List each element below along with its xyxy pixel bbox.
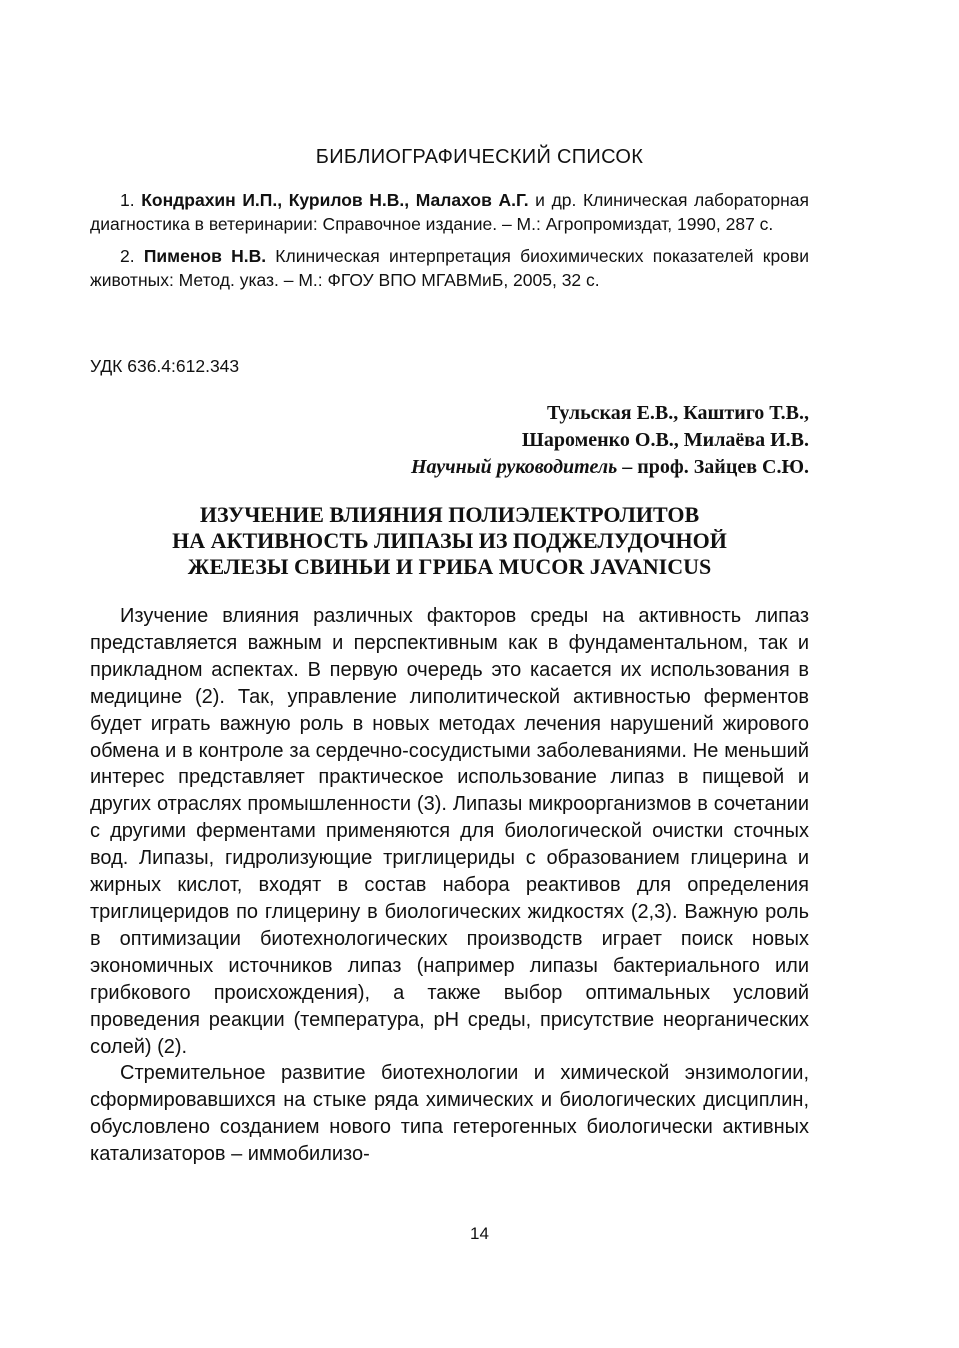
supervisor-name: – проф. Зайцев С.Ю. xyxy=(617,456,809,478)
reference-authors: Пименов Н.В. xyxy=(143,246,267,266)
article-body xyxy=(90,603,809,1168)
article-title xyxy=(90,502,809,580)
body-paragraph-1: Изучение влияния различных факторов среды на активность липаз представляется важным и перспективным как в фундаментальном, так и прикладном аспектах. В первую очередь это касается их использования в медицине (2). Так, управление липолитической активностью ферментов будет играть важную роль в новых методах лечения нарушений жирового обмена и в контроле за сердечно-сосудистыми заболеваниями. Не меньший интерес представляет практическое использование липаз в пищевой и других отраслях промышленности (3). Липазы микроорганизмов в сочетании с другими ферментами применяются для биологической очистки сточных вод. Липазы, гидролизующие триглицериды с образованием глицерина и жирных кислот, входят в состав набора реактивов для определения триглицеридов по глицерину в биологических жидкостях (2,3). Важную роль в оптимизации биотехнологических производств играет поиск новых экономичных источников липаз (например липазы бактериального или грибкового происхождения), а также выбор оптимальных условий проведения реакции (температура, pH среды, присутствие неорганических солей) (2). xyxy=(90,605,809,1058)
supervisor-line xyxy=(189,454,809,481)
reference-authors: Кондрахин И.П., Курилов Н.В., Малахов А.Г. xyxy=(141,190,529,210)
supervisor-label: Научный руководитель xyxy=(410,456,618,478)
authors-line-1: Тульская Е.В., Каштиго Т.В., xyxy=(547,402,809,424)
reference-item-1 xyxy=(90,188,809,236)
bibliography-heading: БИБЛИОГРАФИЧЕСКИЙ СПИСОК xyxy=(315,146,644,168)
authors-line-2: Шароменко О.В., Милаёва И.В. xyxy=(521,429,809,451)
title-line-1: ИЗУЧЕНИЕ ВЛИЯНИЯ ПОЛИЭЛЕКТРОЛИТОВ xyxy=(199,502,700,527)
page-number: 14 xyxy=(470,1224,489,1243)
title-line-2: НА АКТИВНОСТЬ ЛИПАЗЫ ИЗ ПОДЖЕЛУДОЧНОЙ xyxy=(172,528,727,553)
title-line-3: ЖЕЛЕЗЫ СВИНЬИ И ГРИБА MUCOR JAVANICUS xyxy=(187,554,712,579)
reference-details: Клиническая интерпретация биохимических показателей крови животных: Метод. указ. – М.: ФГОУ ВПО МГАВМиБ, 2005, 32 с. xyxy=(90,246,809,290)
reference-number: 1. xyxy=(120,190,135,210)
body-paragraph-2: Стремительное развитие биотехнологии и химической энзимологии, сформировавшихся на стыке ряда химических и биологических дисциплин, обусловлено созданием нового типа гетерогенных биологически активных катализаторов – иммобилизо- xyxy=(90,1062,809,1166)
bibliography-list xyxy=(90,188,809,300)
author-block xyxy=(189,400,809,481)
reference-number: 2. xyxy=(120,246,135,266)
reference-item-2 xyxy=(90,244,809,292)
reference-details: и др. Клиническая лабораторная диагностика в ветеринарии: Справочное издание. – М.: Агропромиздат, 1990, 287 с. xyxy=(90,190,809,234)
udk-code: УДК 636.4:612.343 xyxy=(90,356,240,376)
